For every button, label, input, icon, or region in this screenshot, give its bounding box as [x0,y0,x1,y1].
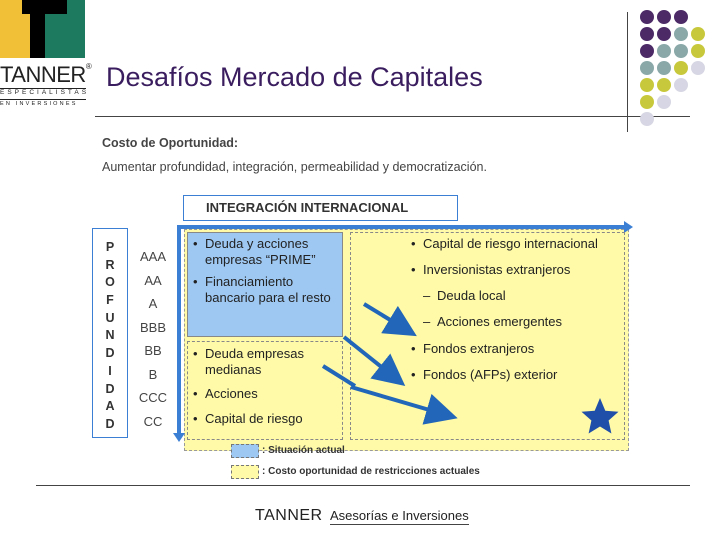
footer-divider [36,485,690,486]
flow-arrow [351,387,450,416]
flow-arrow [344,337,399,381]
rating-label: BB [144,343,162,358]
rating-label: A [148,296,158,311]
list-item: • Capital de riesgo [193,411,339,427]
depth-letter: N [105,328,115,343]
flow-arrow [323,366,355,386]
logo-wordmark: TANNER® [0,62,92,87]
rating-label: BBB [139,319,166,335]
page-title: Desafíos Mercado de Capitales [106,62,483,92]
list-item: • Financiamiento bancario para el resto [193,274,339,306]
legend-swatch-opportunity [231,465,259,479]
depth-letter: I [108,363,112,378]
legend-swatch-current [231,444,259,458]
legend-opportunity: : Costo oportunidad de restricciones actuales [262,466,480,477]
flow-arrow [364,304,410,332]
logo-line2: EN INVERSIONES [0,101,78,107]
logo-line1: ESPECIALISTAS [0,89,90,96]
list-subitem: – Deuda local [411,288,626,304]
list-subitem: – Acciones emergentes [411,314,626,330]
list-item: • Capital de riesgo internacional [411,236,626,252]
depth-letter: U [105,310,115,325]
rating-label: CC [143,413,163,429]
list-item: • Acciones [193,386,339,402]
footer-text: Asesorías e Inversiones [330,508,469,523]
list-item: • Deuda y acciones empresas “PRIME” [193,236,339,268]
content-subtitle: Aumentar profundidad, integración, permeabilidad y democratización. [102,160,487,174]
list-item: • Fondos (AFPs) exterior [411,367,626,383]
depth-letter: A [105,399,115,414]
list-item: • Fondos extranjeros [411,341,626,357]
depth-letter: P [105,240,115,254]
rating-label: B [148,366,158,382]
depth-letter: D [105,346,115,361]
legend-current: : Situación actual [262,445,345,456]
star-icon [582,398,619,434]
footer-logo: TANNER [255,507,323,524]
depth-letter: O [105,275,115,290]
depth-letter: D [105,381,115,396]
depth-letter: F [106,293,114,308]
rating-label: AAA [139,249,166,264]
rating-label: AA [144,272,162,288]
rating-label: CCC [138,390,168,405]
integration-label: INTEGRACIÓN INTERNACIONAL [183,195,458,221]
content-heading: Costo de Oportunidad: [102,136,239,150]
list-item: • Deuda empresas medianas [193,346,339,378]
depth-letter: R [105,257,115,272]
list-item: • Inversionistas extranjeros [411,262,626,278]
depth-letter: D [105,416,115,431]
